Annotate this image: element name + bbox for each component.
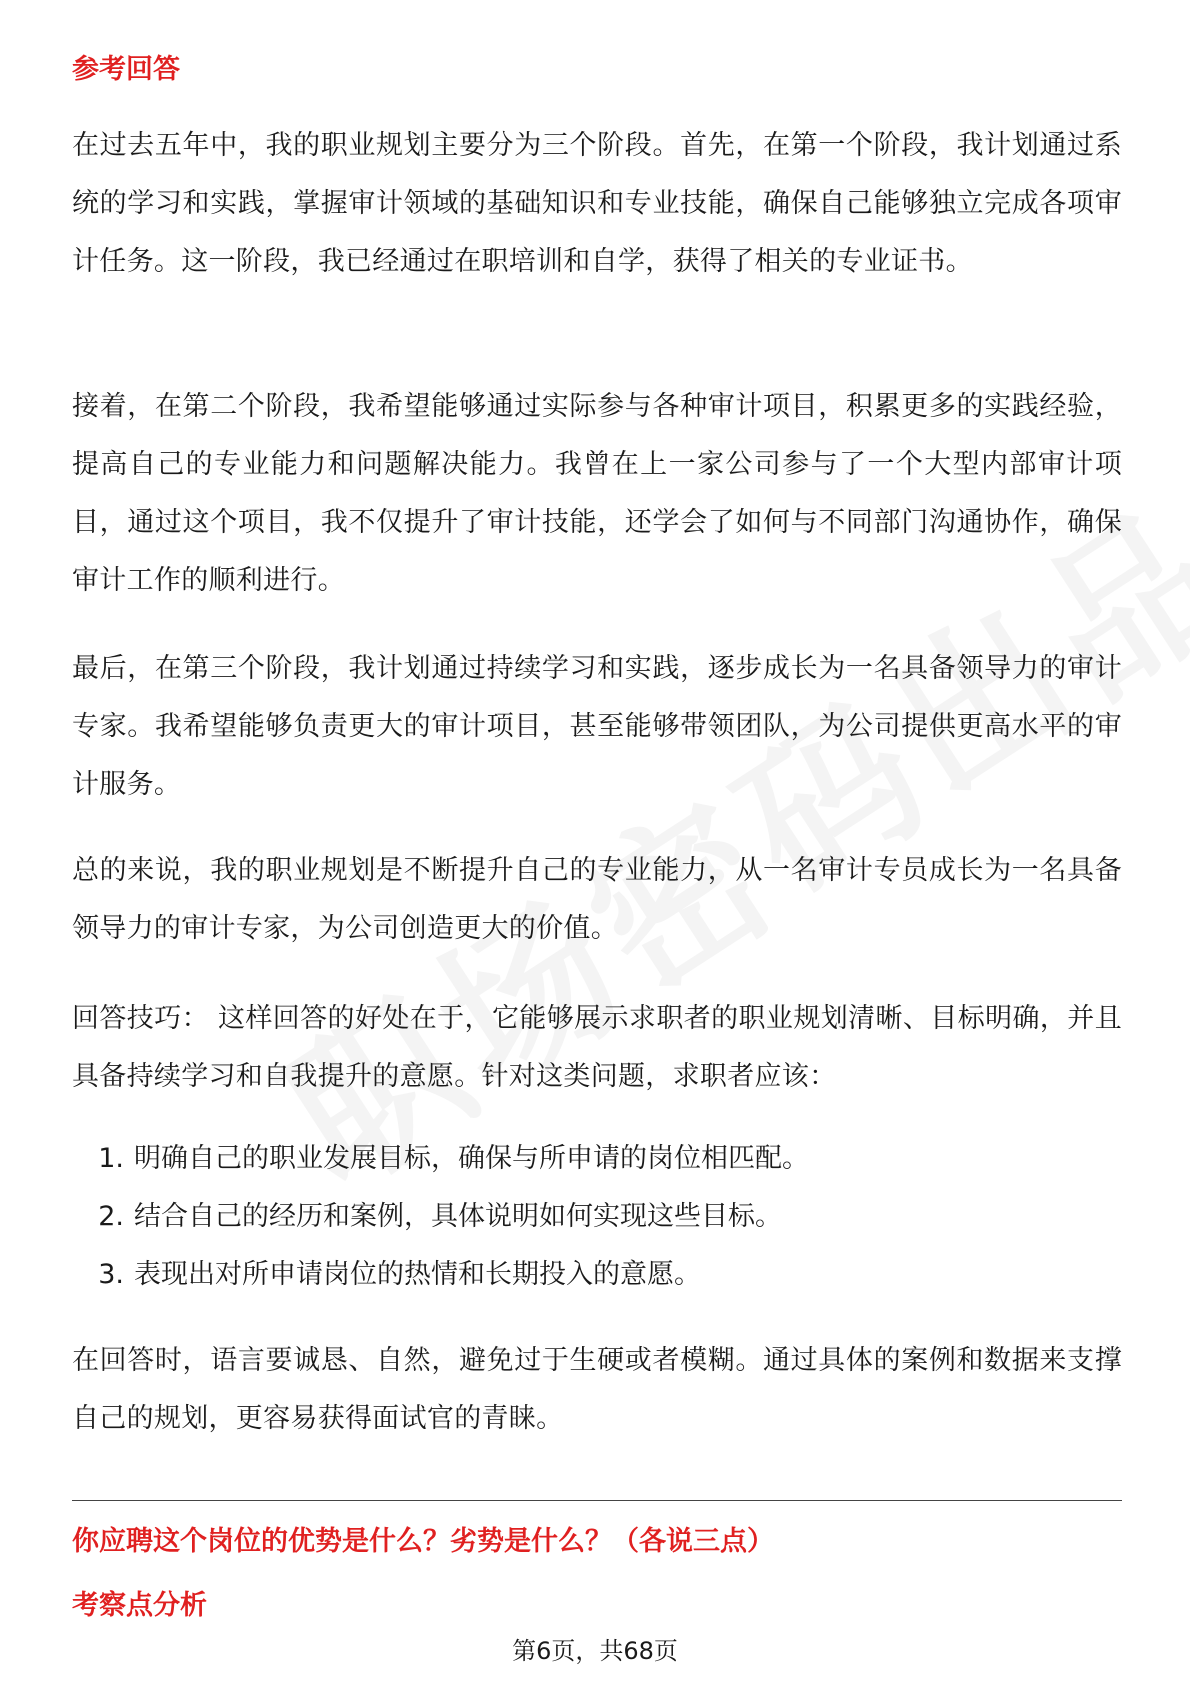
next-question-heading: 你应聘这个岗位的优势是什么？劣势是什么？（各说三点）: [72, 1526, 774, 1557]
answer-paragraph-1: 在过去五年中，我的职业规划主要分为三个阶段。首先，在第一个阶段，我计划通过系统的学习和实践，掌握审计领域的基础知识和专业技能，确保自己能够独立完成各项审计任务。这一阶段，我已经通过在职培训和自学，获得了相关的专业证书。: [72, 130, 1122, 277]
answer-paragraph-4: 总的来说，我的职业规划是不断提升自己的专业能力，从一名审计专员成长为一名具备领导力的审计专家，为公司创造更大的价值。: [72, 855, 1122, 944]
list-item-text: 结合自己的经历和案例，具体说明如何实现这些目标。: [134, 1201, 782, 1232]
tips-list: [72, 1130, 1122, 1304]
closing-paragraph: 在回答时，语言要诚恳、自然，避免过于生硬或者模糊。通过具体的案例和数据来支撑自己的规划，更容易获得面试官的青睐。: [72, 1345, 1122, 1434]
list-number: 2.: [98, 1201, 124, 1232]
answer-paragraph-3: 最后，在第三个阶段，我计划通过持续学习和实践，逐步成长为一名具备领导力的审计专家。我希望能够负责更大的审计项目，甚至能够带领团队，为公司提供更高水平的审计服务。: [72, 653, 1122, 800]
section-divider: [72, 1500, 1122, 1501]
analysis-heading: 考察点分析: [72, 1590, 207, 1621]
page-footer: 第6页，共68页: [512, 1637, 678, 1665]
list-number: 1.: [98, 1143, 124, 1174]
list-item-text: 表现出对所申请岗位的热情和长期投入的意愿。: [134, 1259, 701, 1290]
tips-intro-paragraph: 回答技巧： 这样回答的好处在于，它能够展示求职者的职业规划清晰、目标明确，并且具备持续学习和自我提升的意愿。针对这类问题，求职者应该：: [72, 1003, 1122, 1092]
answer-paragraph-2: 接着，在第二个阶段，我希望能够通过实际参与各种审计项目，积累更多的实践经验，提高自己的专业能力和问题解决能力。我曾在上一家公司参与了一个大型内部审计项目，通过这个项目，我不仅提升了审计技能，还学会了如何与不同部门沟通协作，确保审计工作的顺利进行。: [72, 391, 1122, 596]
list-item: [72, 1130, 1122, 1188]
list-item: [72, 1188, 1122, 1246]
list-item-text: 明确自己的职业发展目标，确保与所申请的岗位相匹配。: [134, 1143, 809, 1174]
list-item: [72, 1246, 1122, 1304]
list-number: 3.: [98, 1259, 124, 1290]
section-title: 参考回答: [72, 54, 180, 85]
